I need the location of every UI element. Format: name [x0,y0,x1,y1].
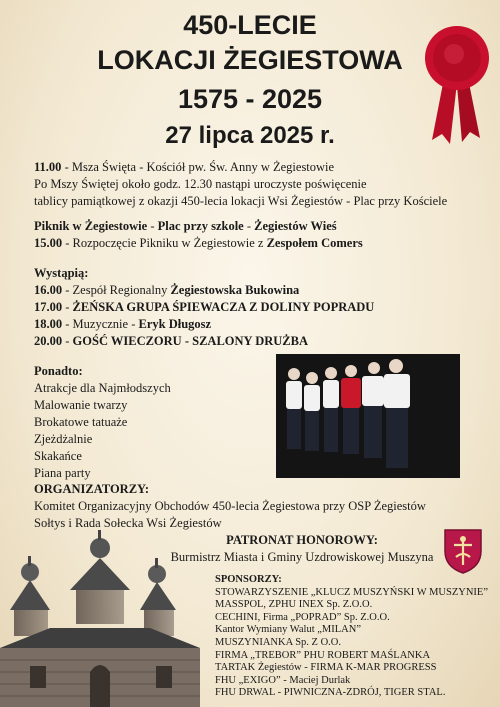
list-item: Piana party [34,466,91,480]
performance-time: 17.00 [34,300,63,314]
organizer-line-1: Komitet Organizacyjny Obchodów 450-lecia Żegiestowa przy OSP Żegiestów [34,499,426,513]
piknik-place: Plac przy szkole [157,219,244,233]
sponsor-item: FIRMA „TREBOR” PHU ROBERT MAŚLANKA [215,649,431,661]
list-item: Zjeżdżalnie [34,432,93,446]
patronat-heading: PATRONAT HONOROWY: [226,533,378,547]
organizatorzy-heading: ORGANIZATORZY: [34,482,150,496]
piknik-sep-1: - [147,219,158,233]
performance-text: - Muzycznie - [62,317,139,331]
patronat-text: Burmistrz Miasta i Gminy Uzdrowiskowej Muszyna [170,550,434,564]
performance-text: - [62,334,73,348]
organizatorzy-section [34,481,426,532]
list-item: Skakańce [34,449,82,463]
band-photo [276,354,460,478]
ponadto-section [34,363,171,482]
list-item: Brokatowe tatuaże [34,415,128,429]
sponsorzy-heading: SPONSORZY: [215,574,282,585]
piknik-village: Żegiestów Wieś [254,219,337,233]
wax-seal-icon [424,18,490,146]
sponsorzy-section [215,574,488,700]
piknik-section [34,218,363,252]
mass-section [34,159,447,210]
mass-text: - Msza Święta - Kościół pw. Św. Anny w Żegiestowie [61,160,335,174]
performer-name: Eryk Długosz [138,317,212,331]
list-item: Malowanie twarzy [34,398,128,412]
band-members-image [276,354,460,478]
piknik-title: Piknik w Żegiestowie [34,219,148,233]
sponsor-item: FHU DRWAL - PIWNICZNA-ZDRÓJ, TIGER STAL. [215,687,446,699]
sponsor-item: CECHINI, Firma „POPRAD” Sp. Z.O.O. [215,611,390,623]
ponadto-heading: Ponadto: [34,364,83,378]
list-item: Atrakcje dla Najmłodszych [34,381,171,395]
performance-time: 16.00 [34,283,63,297]
piknik-sep-2: - [243,219,255,233]
mass-line-2: Po Mszy Świętej około godz. 12.30 nastąpi uroczyste poświęcenie [34,177,367,191]
piknik-time: 15.00 [34,236,63,250]
event-date: 27 lipca 2025 r. [165,122,335,149]
list-item [34,333,374,350]
title-line-2: LOKACJI ŻEGIESTOWA [97,45,403,75]
sponsor-item: FHU „EXIGO” - Maciej Durlak [215,674,351,686]
sponsor-item: MASSPOL, ZPHU INEX Sp. Z.O.O. [215,599,373,611]
list-item [34,282,374,299]
sponsor-item: STOWARZYSZENIE „KLUCZ MUSZYŃSKI W MUSZYNIE” [215,586,488,598]
performer-name: ŻEŃSKA GRUPA ŚPIEWACZA Z DOLINY POPRADU [72,300,375,314]
mass-time: 11.00 [34,160,62,174]
municipal-crest-icon [442,527,484,575]
title-years: 1575 - 2025 [177,84,323,114]
list-item [34,299,374,316]
performer-name: GOŚĆ WIECZORU - SZALONY DRUŻBA [72,334,309,348]
performance-text: - [62,300,73,314]
list-item [34,316,374,333]
sponsor-item: TARTAK Żegiestów - FIRMA K-MAR PROGRESS [215,662,437,674]
wystapia-heading: Wystąpią: [34,266,89,280]
sponsor-item: Kantor Wymiany Walut „MILAN” [215,624,361,636]
performer-name: Żegiestowska Bukowina [170,283,300,297]
organizer-line-2: Sołtys i Rada Sołecka Wsi Żegiestów [34,516,222,530]
title-line-1: 450-LECIE [183,10,317,40]
performance-time: 18.00 [34,317,63,331]
wystapia-section [34,265,374,350]
performance-text: - Zespół Regionalny [62,283,171,297]
piknik-band: Zespołem Comers [266,236,363,250]
performance-time: 20.00 [34,334,63,348]
sponsor-item: MUSZYNIANKA Sp. Z O.O. [215,636,342,648]
wooden-church-illustration [0,530,210,707]
mass-line-3: tablicy pamiątkowej z okazji 450-lecia lokacji Wsi Żegiestów - Plac przy Kościele [34,194,448,208]
piknik-text: - Rozpoczęcie Pikniku w Żegiestowie z [62,236,267,250]
